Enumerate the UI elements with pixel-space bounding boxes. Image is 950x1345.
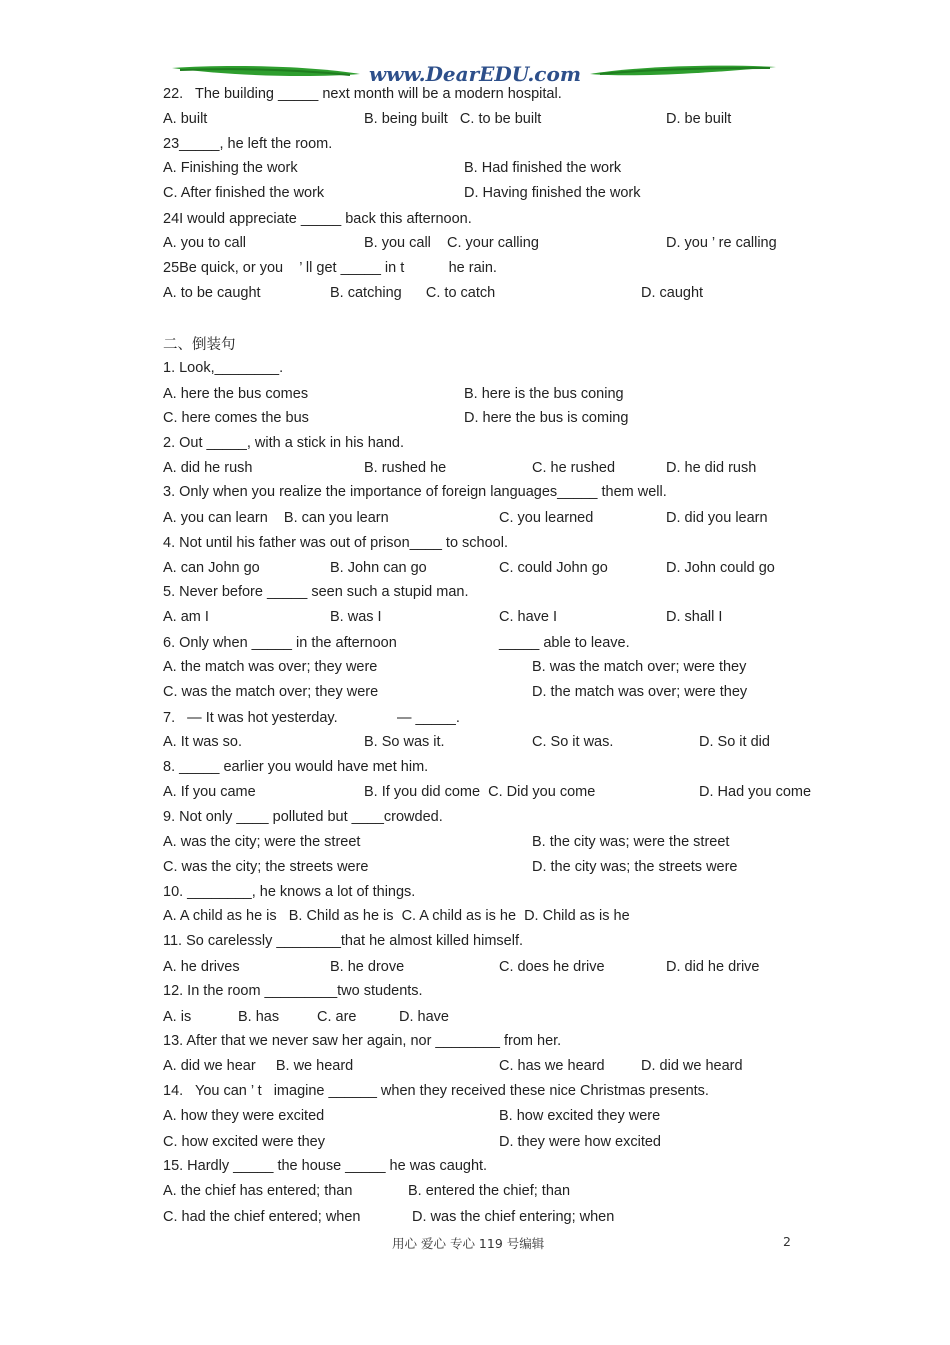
option-text: A. built xyxy=(163,111,208,127)
option-text: A. It was so. xyxy=(163,734,242,750)
option-text: C. had the chief entered; when xyxy=(163,1209,361,1225)
option-text: D. did we heard xyxy=(641,1058,743,1074)
option-text: D. they were how excited xyxy=(499,1134,661,1150)
option-text: A. did he rush xyxy=(163,460,253,476)
option-text: A. is xyxy=(163,1009,192,1025)
option-text: D. Having finished the work xyxy=(464,185,641,201)
option-text: A. you to call xyxy=(163,235,247,251)
option-text: B. you call C. your calling xyxy=(364,235,539,251)
option-text: A. how they were excited xyxy=(163,1108,325,1124)
question-text: 15. Hardly _____ the house _____ he was caught. xyxy=(163,1158,488,1174)
option-text: D. caught xyxy=(641,285,704,301)
option-text: B. John can go xyxy=(330,560,427,576)
site-url-logo: www.DearEDU.com xyxy=(368,62,581,86)
question-text: 12. In the room _________two students. xyxy=(163,983,423,999)
option-text: D. the match was over; were they xyxy=(532,684,748,700)
question-text: 13. After that we never saw her again, nor ________ from her. xyxy=(163,1033,562,1049)
option-text: B. he drove xyxy=(330,959,405,975)
option-text: B. rushed he xyxy=(364,460,447,476)
option-text: B. was I xyxy=(330,609,382,625)
question-text: 23_____, he left the room. xyxy=(163,136,333,152)
option-text: A. did we hear B. we heard xyxy=(163,1058,354,1074)
option-text: D. here the bus is coming xyxy=(464,410,629,426)
option-text: D. be built xyxy=(666,111,732,127)
option-text: C. So it was. xyxy=(532,734,614,750)
option-text: B. entered the chief; than xyxy=(408,1183,571,1199)
question-text: 11. So carelessly ________that he almost killed himself. xyxy=(163,933,524,949)
option-text: C. are xyxy=(317,1009,357,1025)
option-text: A. Finishing the work xyxy=(163,160,298,176)
question-text: 1. Look,________. xyxy=(163,360,284,376)
option-text: B. So was it. xyxy=(364,734,445,750)
option-text: B. how excited they were xyxy=(499,1108,661,1124)
question-text: 9. Not only ____ polluted but ____crowded. xyxy=(163,809,443,825)
option-text: D. So it did xyxy=(699,734,770,750)
page-number: 2 xyxy=(783,1234,791,1249)
option-text: C. how excited were they xyxy=(163,1134,325,1150)
option-text: D. have xyxy=(399,1009,449,1025)
option-text: A. to be caught xyxy=(163,285,261,301)
option-text: B. being built C. to be built xyxy=(364,111,542,127)
question-text: 14. You can ’ t imagine ______ when they received these nice Christmas presents. xyxy=(163,1083,709,1099)
option-text: A. was the city; were the street xyxy=(163,834,361,850)
question-text: 2. Out _____, with a stick in his hand. xyxy=(163,435,404,451)
option-text: A. can John go xyxy=(163,560,260,576)
option-text: C. you learned xyxy=(499,510,594,526)
option-text: B. the city was; were the street xyxy=(532,834,730,850)
question-text: 24I would appreciate _____ back this afternoon. xyxy=(163,211,472,227)
footer-text: 用心 爱心 专心 119 号编辑 xyxy=(392,1236,545,1251)
section-title: 二、倒装句 xyxy=(163,337,236,353)
option-text: _____ able to leave. xyxy=(499,635,630,651)
option-text: B. here is the bus coning xyxy=(464,386,624,402)
option-text: D. John could go xyxy=(666,560,775,576)
option-text: A. If you came xyxy=(163,784,256,800)
question-text: A. A child as he is B. Child as he is C. A child as is he D. Child as is he xyxy=(163,908,630,924)
option-text: 7. — It was hot yesterday. xyxy=(163,710,338,726)
option-text: D. the city was; the streets were xyxy=(532,859,738,875)
option-text: B. has xyxy=(238,1009,280,1025)
option-text: B. Had finished the work xyxy=(464,160,622,176)
question-text: 3. Only when you realize the importance of foreign languages_____ them well. xyxy=(163,484,667,500)
question-text: 8. _____ earlier you would have met him. xyxy=(163,759,429,775)
option-text: C. After finished the work xyxy=(163,185,325,201)
question-text: 10. ________, he knows a lot of things. xyxy=(163,884,416,900)
option-text: C. was the city; the streets were xyxy=(163,859,369,875)
option-text: A. the chief has entered; than xyxy=(163,1183,353,1199)
option-text: 6. Only when _____ in the afternoon xyxy=(163,635,397,651)
option-text: B. If you did come C. Did you come xyxy=(364,784,596,800)
option-text: A. you can learn B. can you learn xyxy=(163,510,389,526)
option-text: A. the match was over; they were xyxy=(163,659,378,675)
option-text: D. you ’ re calling xyxy=(666,235,777,251)
option-text: D. did he drive xyxy=(666,959,760,975)
option-text: A. he drives xyxy=(163,959,240,975)
option-text: C. here comes the bus xyxy=(163,410,309,426)
option-text: C. was the match over; they were xyxy=(163,684,379,700)
option-text: D. shall I xyxy=(666,609,723,625)
option-text: C. could John go xyxy=(499,560,608,576)
option-text: A. here the bus comes xyxy=(163,386,309,402)
option-text: — _____. xyxy=(397,710,460,726)
option-text: C. he rushed xyxy=(532,460,616,476)
question-text: 5. Never before _____ seen such a stupid man. xyxy=(163,584,469,600)
question-text: 25Be quick, or you ’ ll get _____ in t he rain. xyxy=(163,260,497,276)
option-text: C. have I xyxy=(499,609,558,625)
option-text: A. am I xyxy=(163,609,209,625)
option-text: B. was the match over; were they xyxy=(532,659,747,675)
option-text: D. did you learn xyxy=(666,510,768,526)
option-text: B. catching C. to catch xyxy=(330,285,496,301)
option-text: C. has we heard xyxy=(499,1058,605,1074)
question-text: 22. The building _____ next month will be a modern hospital. xyxy=(163,86,562,102)
option-text: D. Had you come xyxy=(699,784,812,800)
question-text: 4. Not until his father was out of prison____ to school. xyxy=(163,535,508,551)
option-text: D. was the chief entering; when xyxy=(412,1209,615,1225)
option-text: C. does he drive xyxy=(499,959,605,975)
option-text: D. he did rush xyxy=(666,460,757,476)
